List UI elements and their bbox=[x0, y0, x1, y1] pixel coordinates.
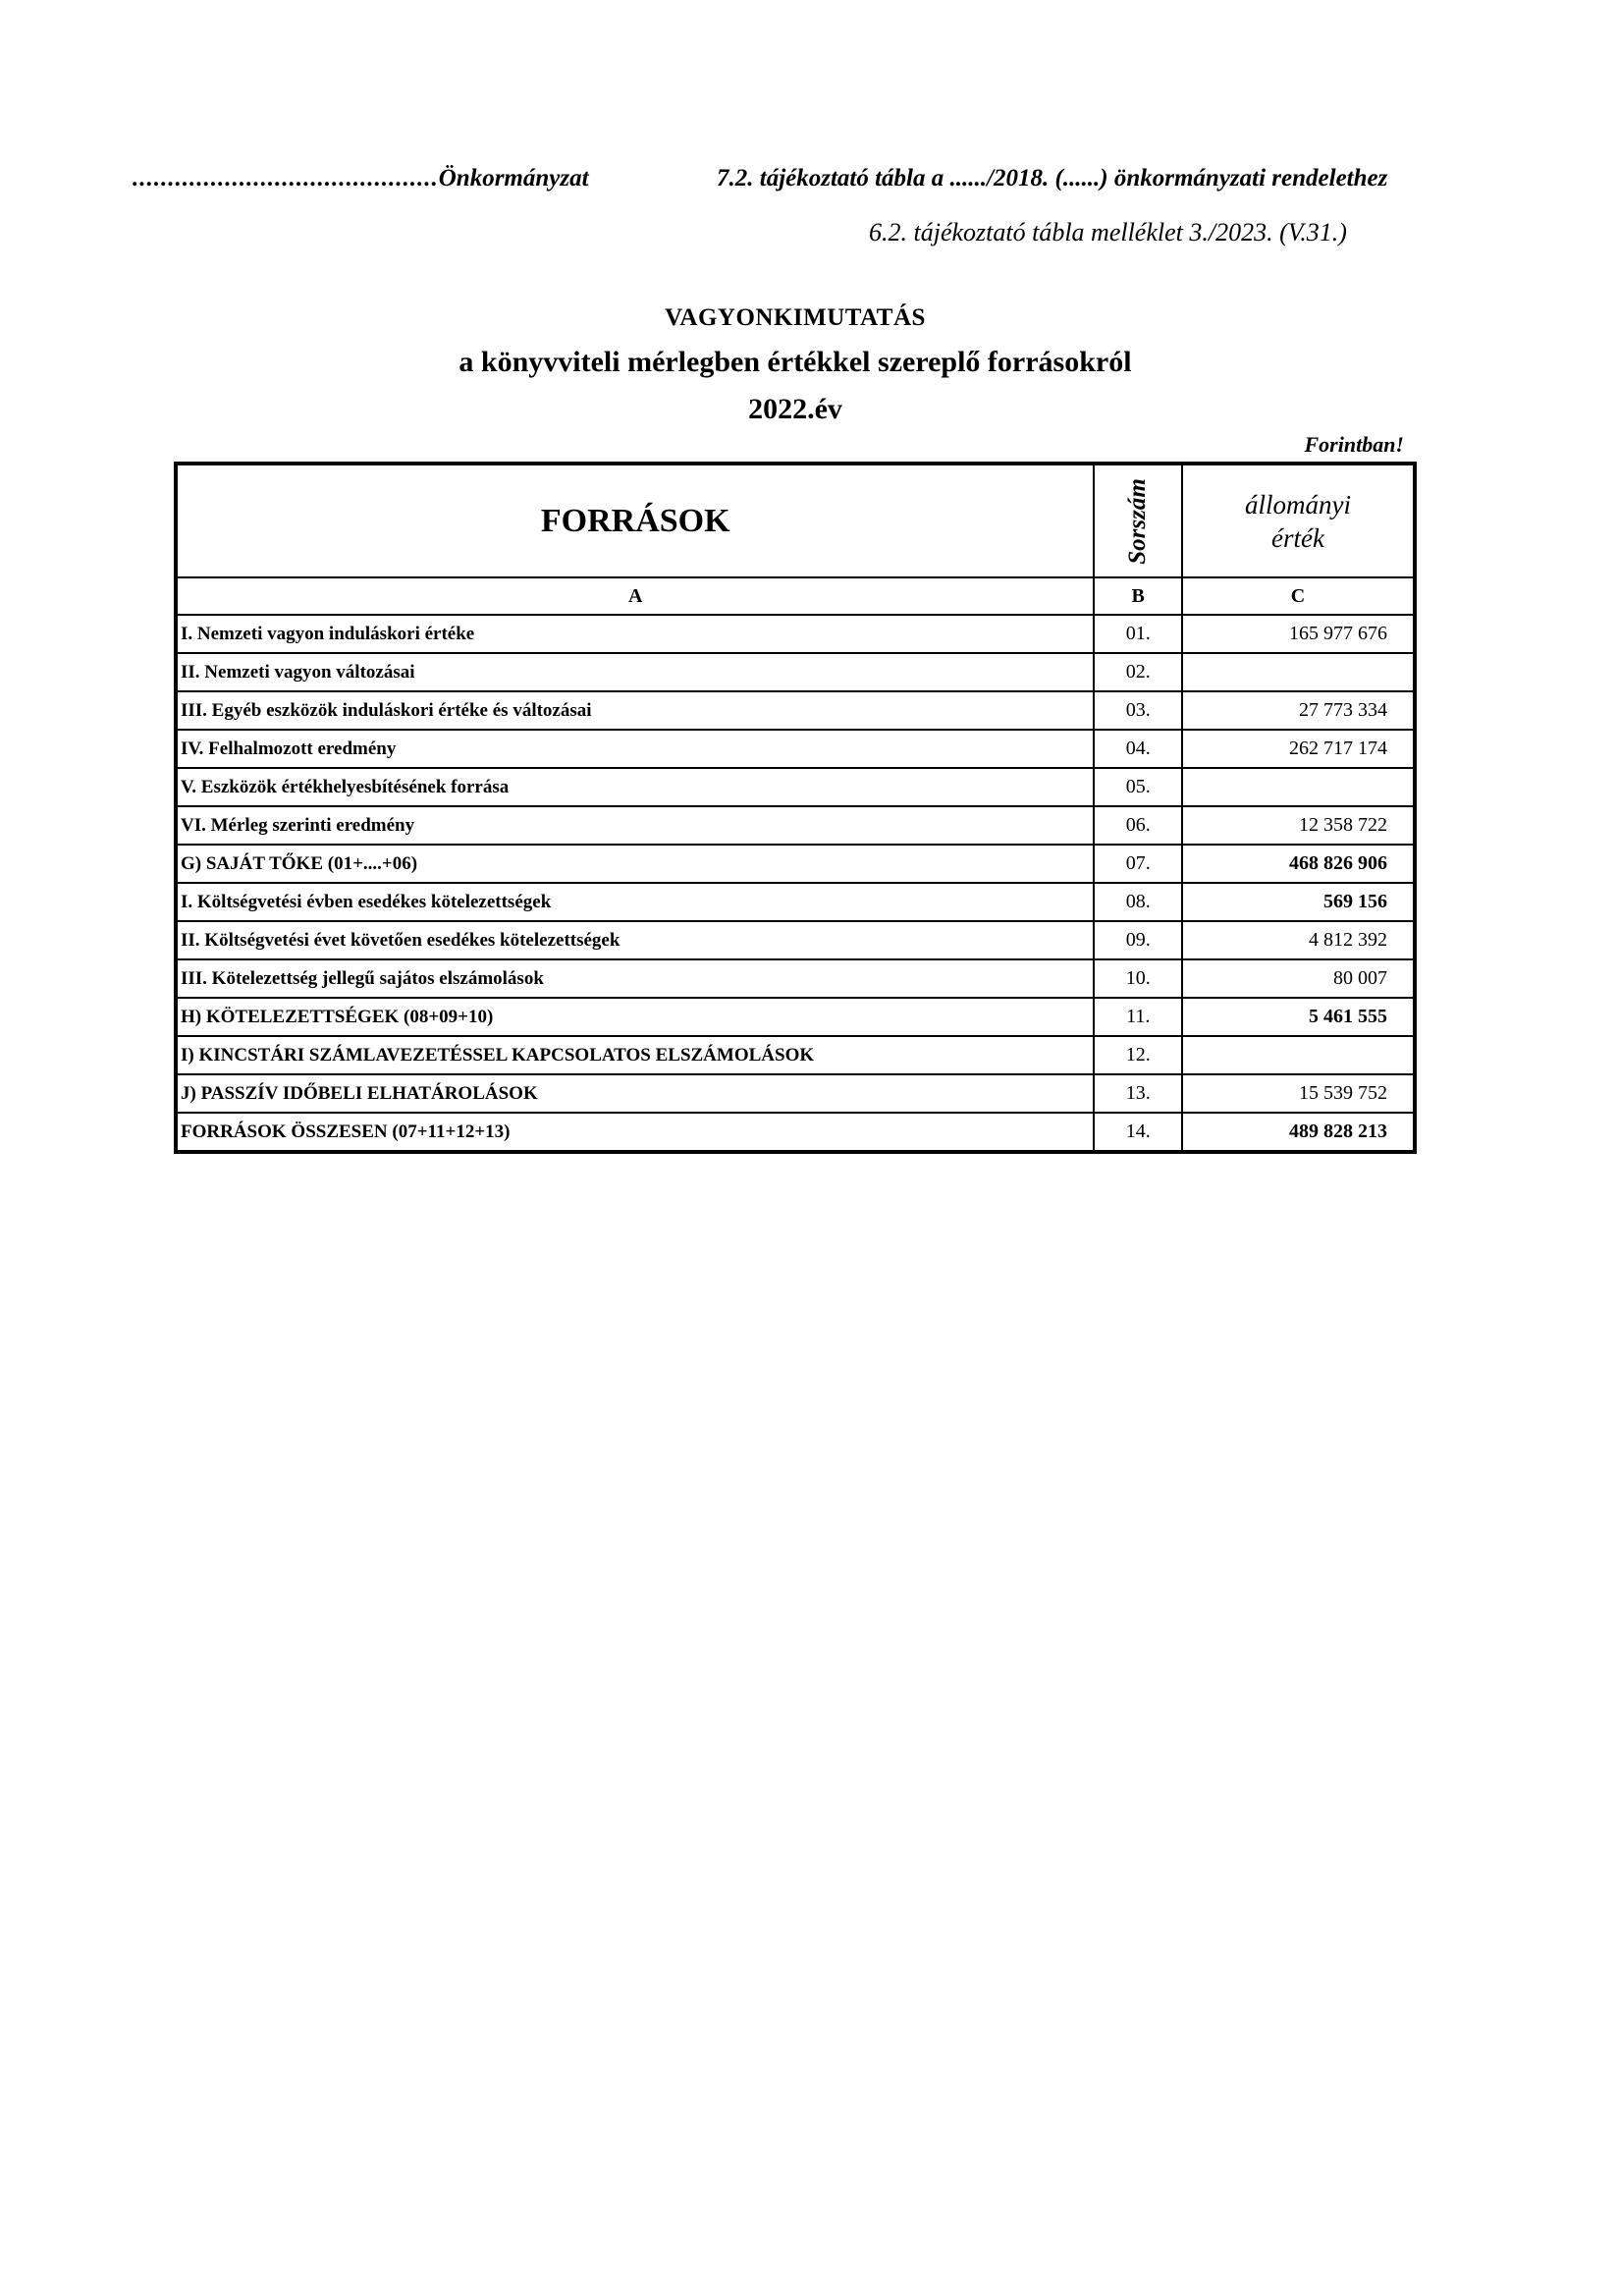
decree-reference: 7.2. tájékoztató tábla a ....../2018. (......) önkormányzati rendelethez bbox=[717, 165, 1388, 191]
row-serial-number: 06. bbox=[1094, 806, 1182, 845]
header-serial-number-text: Sorszám bbox=[1124, 477, 1152, 565]
row-label: II. Költségvetési évet követően esedékes kötelezettségek bbox=[176, 921, 1094, 959]
row-value bbox=[1182, 768, 1415, 806]
row-label: H) KÖTELEZETTSÉGEK (08+09+10) bbox=[176, 998, 1094, 1036]
row-serial-number: 07. bbox=[1094, 845, 1182, 883]
row-serial-number: 11. bbox=[1094, 998, 1182, 1036]
municipality-word: Önkormányzat bbox=[438, 165, 589, 191]
row-value: 165 977 676 bbox=[1182, 615, 1415, 653]
row-label: VI. Mérleg szerinti eredmény bbox=[176, 806, 1094, 845]
table-row bbox=[176, 1113, 1415, 1152]
document-subtitle: a könyvviteli mérlegben értékkel szereplő forrásokról bbox=[458, 346, 1132, 378]
row-label: V. Eszközök értékhelyesbítésének forrása bbox=[176, 768, 1094, 806]
row-label: IV. Felhalmozott eredmény bbox=[176, 730, 1094, 768]
row-label: III. Kötelezettség jellegű sajátos elszámolások bbox=[176, 959, 1094, 998]
row-serial-number: 10. bbox=[1094, 959, 1182, 998]
row-label: I. Nemzeti vagyon induláskori értéke bbox=[176, 615, 1094, 653]
row-value: 5 461 555 bbox=[1182, 998, 1415, 1036]
row-value: 4 812 392 bbox=[1182, 921, 1415, 959]
row-label: G) SAJÁT TŐKE (01+....+06) bbox=[176, 845, 1094, 883]
row-value: 80 007 bbox=[1182, 959, 1415, 998]
row-value: 12 358 722 bbox=[1182, 806, 1415, 845]
table-row bbox=[176, 998, 1415, 1036]
table-row bbox=[176, 653, 1415, 691]
row-value: 15 539 752 bbox=[1182, 1074, 1415, 1113]
table-row bbox=[176, 959, 1415, 998]
row-serial-number: 09. bbox=[1094, 921, 1182, 959]
table-row bbox=[176, 845, 1415, 883]
table-row bbox=[176, 768, 1415, 806]
row-value: 489 828 213 bbox=[1182, 1113, 1415, 1152]
row-label: I. Költségvetési évben esedékes kötelezettségek bbox=[176, 883, 1094, 921]
row-value bbox=[1182, 1036, 1415, 1074]
row-label: III. Egyéb eszközök induláskori értéke és változásai bbox=[176, 691, 1094, 730]
municipality-label bbox=[133, 165, 589, 192]
row-label: FORRÁSOK ÖSSZESEN (07+11+12+13) bbox=[176, 1113, 1094, 1152]
table-row bbox=[176, 1036, 1415, 1074]
column-letter-a: A bbox=[176, 577, 1094, 615]
table-row bbox=[176, 691, 1415, 730]
row-label: J) PASSZÍV IDŐBELI ELHATÁROLÁSOK bbox=[176, 1074, 1094, 1113]
table-header-row bbox=[176, 464, 1415, 577]
row-serial-number: 01. bbox=[1094, 615, 1182, 653]
row-serial-number: 12. bbox=[1094, 1036, 1182, 1074]
row-value: 569 156 bbox=[1182, 883, 1415, 921]
row-value bbox=[1182, 653, 1415, 691]
table-row bbox=[176, 730, 1415, 768]
header-stock-value-line1: állományi bbox=[1245, 489, 1351, 519]
document-title: VAGYONKIMUTATÁS bbox=[665, 304, 926, 331]
row-serial-number: 03. bbox=[1094, 691, 1182, 730]
row-serial-number: 05. bbox=[1094, 768, 1182, 806]
table-row bbox=[176, 883, 1415, 921]
row-serial-number: 08. bbox=[1094, 883, 1182, 921]
column-letter-b: B bbox=[1094, 577, 1182, 615]
row-serial-number: 14. bbox=[1094, 1113, 1182, 1152]
document-year: 2022.év bbox=[748, 393, 842, 425]
row-serial-number: 04. bbox=[1094, 730, 1182, 768]
header-stock-value bbox=[1182, 464, 1415, 577]
row-label: II. Nemzeti vagyon változásai bbox=[176, 653, 1094, 691]
row-value: 27 773 334 bbox=[1182, 691, 1415, 730]
header-sources: FORRÁSOK bbox=[176, 464, 1094, 577]
table-row bbox=[176, 921, 1415, 959]
row-value: 468 826 906 bbox=[1182, 845, 1415, 883]
table-row bbox=[176, 615, 1415, 653]
column-letter-row bbox=[176, 577, 1415, 615]
row-value: 262 717 174 bbox=[1182, 730, 1415, 768]
row-serial-number: 13. bbox=[1094, 1074, 1182, 1113]
row-serial-number: 02. bbox=[1094, 653, 1182, 691]
table-row bbox=[176, 806, 1415, 845]
currency-note: Forintban! bbox=[1304, 432, 1404, 457]
header-stock-value-line2: érték bbox=[1271, 522, 1324, 553]
header-serial-number bbox=[1094, 464, 1182, 577]
row-label: I) KINCSTÁRI SZÁMLAVEZETÉSSEL KAPCSOLATOS ELSZÁMOLÁSOK bbox=[176, 1036, 1094, 1074]
annex-reference: 6.2. tájékoztató tábla melléklet 3./2023. (V.31.) bbox=[869, 218, 1347, 246]
sources-table bbox=[174, 462, 1417, 1154]
column-letter-c: C bbox=[1182, 577, 1415, 615]
table-row bbox=[176, 1074, 1415, 1113]
municipality-name-blank: ........................................... bbox=[133, 165, 439, 191]
